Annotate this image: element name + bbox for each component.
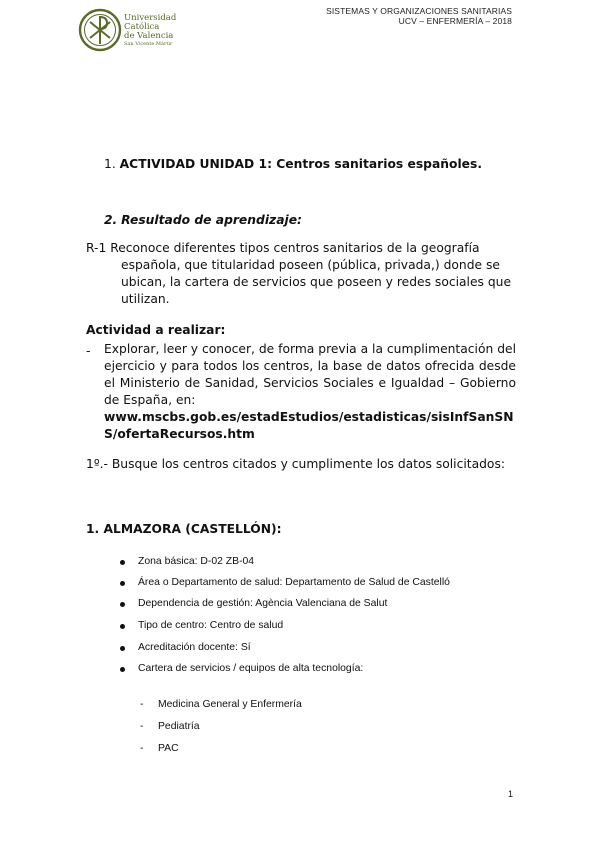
bullet-icon: [120, 667, 125, 672]
logo-line-3: de Valencia: [124, 31, 174, 41]
bullet-icon: [120, 646, 125, 651]
logo-line-1: Universidad: [124, 13, 177, 23]
activity-heading: Actividad a realizar:: [86, 323, 226, 337]
activity-dash: -: [86, 344, 91, 358]
instruction-text: 1º.- Busque los centros citados y cumplimente los datos solicitados:: [86, 457, 506, 471]
logo-line-4: San Vicente Mártir: [124, 41, 173, 47]
dash-icon: -: [140, 699, 144, 710]
activity-paragraph: [104, 341, 516, 443]
dash-icon: -: [140, 721, 144, 732]
dash-icon: -: [140, 743, 144, 754]
list-item-acreditacion: [138, 641, 251, 655]
section-2-number: 2.: [104, 213, 118, 227]
learning-result-rest: española, que titularidad poseen (pública, privada,) donde se ubican, la cartera de servicios que poseen y redes sociales que utilizan.: [121, 258, 512, 306]
list-item-text: Área o Departamento de salud: Departamento de Salud de Castelló: [138, 577, 450, 588]
list-item-zona: [138, 555, 254, 569]
ministry-url-link[interactable]: www.mscbs.gob.es/estadEstudios/estadisticas/sisInfSanSNS/ofertaRecursos.htm: [104, 410, 514, 441]
section-1-number: 1.: [104, 157, 116, 171]
list-item-text: Acreditación docente: Sí: [138, 642, 251, 653]
activity-text: Explorar, leer y conocer, de forma previa a la cumplimentación del ejercicio y para todos los centros, la base de datos ofrecida desde el Ministerio de Sanidad, Servicios Sociales e Igualdad – Gobierno de España, en:: [104, 342, 516, 407]
section-2-title: Resultado de aprendizaje:: [121, 213, 302, 227]
logo-line-2: Católica: [124, 22, 160, 32]
list-item-text: Cartera de servicios / equipos de alta tecnología:: [138, 663, 364, 674]
bullet-icon: [120, 624, 125, 629]
list-item-text: Tipo de centro: Centro de salud: [138, 620, 284, 631]
bullet-icon: [120, 602, 125, 607]
header-course: SISTEMAS Y ORGANIZACIONES SANITARIAS: [326, 6, 512, 16]
list-item-text: Dependencia de gestión: Agència Valenciana de Salut: [138, 598, 388, 609]
list-item-dependencia: [138, 597, 387, 611]
bullet-icon: [120, 581, 125, 586]
service-text: Medicina General y Enfermería: [158, 699, 302, 710]
university-seal-icon: [78, 8, 122, 52]
center-title: 1. ALMAZORA (CASTELLÓN):: [86, 522, 282, 536]
service-item: [140, 698, 302, 712]
section-1-title: ACTIVIDAD UNIDAD 1: Centros sanitarios españoles.: [119, 157, 482, 171]
learning-result: [86, 240, 516, 308]
service-text: Pediatría: [158, 721, 200, 732]
service-item: [140, 720, 200, 734]
list-item-area: [138, 576, 450, 590]
running-header: [326, 6, 512, 26]
service-item: [140, 742, 179, 756]
page-number: 1: [508, 789, 514, 799]
list-item-cartera: [138, 662, 363, 676]
bullet-icon: [120, 560, 125, 565]
header-program: UCV – ENFERMERÍA – 2018: [398, 16, 512, 26]
university-logo: [78, 8, 178, 52]
service-text: PAC: [158, 743, 179, 754]
learning-result-lead: R-1 Reconoce diferentes tipos centros sanitarios de la geografía: [86, 241, 480, 255]
logo-wordmark: [124, 14, 184, 48]
section-1-heading: [104, 156, 482, 173]
list-item-tipo: [138, 619, 283, 633]
section-2-heading: [104, 212, 302, 229]
list-item-text: Zona básica: D-02 ZB-04: [138, 556, 255, 567]
